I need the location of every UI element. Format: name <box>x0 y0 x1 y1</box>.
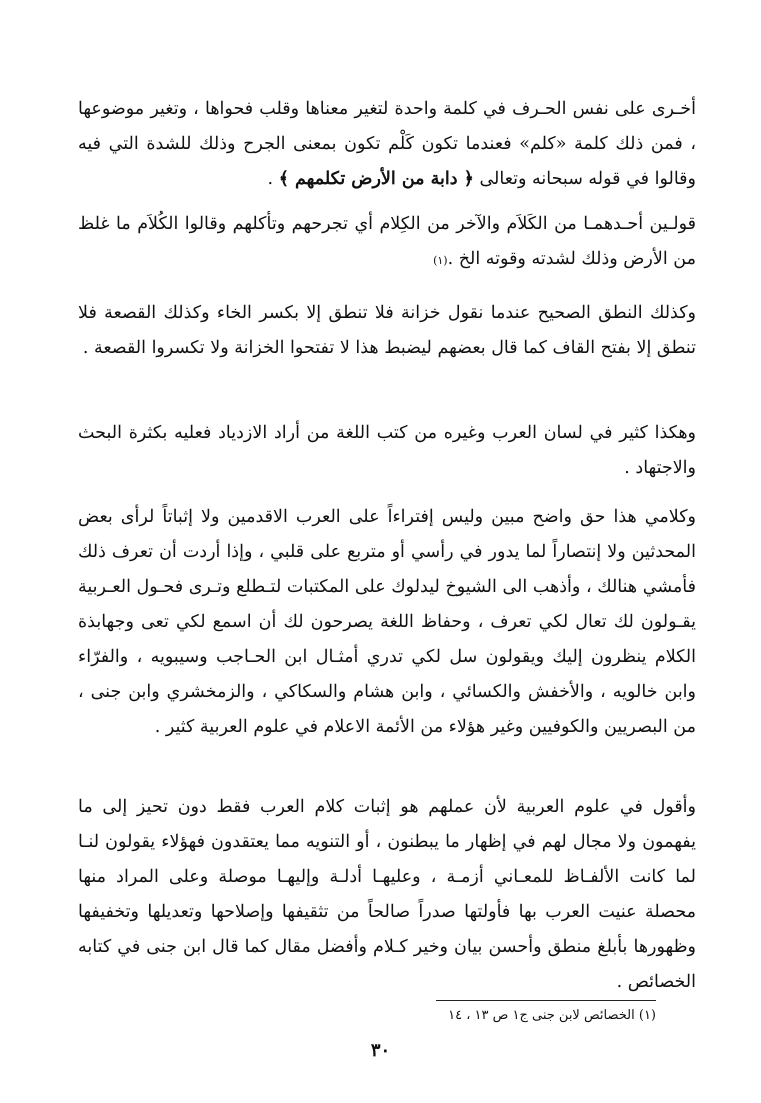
paragraph-2 <box>78 207 696 278</box>
footnote: (١) الخصائص لابن جنى ج١ ص ١٣ ، ١٤ <box>448 1008 656 1023</box>
paragraph-3: وكذلك النطق الصحيح عندما نقول خزانة فلا تنطق إلا بكسر الخاء وكذلك القصعة فلا تنطق إلا بفتح القاف كما قال بعضهم ليضبط هذا لا تفتحوا الخزانة ولا تكسروا القصعة . <box>78 303 696 358</box>
paragraph-1-tail: . <box>267 169 279 189</box>
paragraph-2-text: قولـين أحـدهمـا من الكَلاَم والآخر من الكِلام أي تجرحهم وتأكلهم وقالوا الكُلاَم ما غلظ من الأرض وذلك لشدته وقوته الخ . <box>78 214 696 269</box>
quran-quote: ﴿ دابة من الأرض تكلمهم ﴾ <box>278 169 474 189</box>
paragraph-1-text: أخـرى على نفس الحـرف في كلمة واحدة لتغير معناها وقلب فحواها ، وتغير موضوعها ، فمن ذلك كلمة «كلم» فعندما تكون كَلْم تكون بمعنى الجرح وذلك للشدة التي فيه وقالوا في قوله سبحانه وتعالى <box>78 99 696 189</box>
footnote-divider <box>436 1000 656 1001</box>
paragraph-6: وأقول في علوم العربية لأن عملهم هو إثبات كلام العرب فقط دون تحيز إلى ما يفهمون ولا مجال لهم في إظهار ما يبطنون ، أو التنويه مما يعتقدون فهؤلاء يقولون لنـا لما كانت الألفـاظ للمعـاني أزمـة ، وعليهـا أدلـة وإليهـا موصلة وعلى المراد منها محصلة عنيت العرب بها فأولتها صدراً صالحاً من تثقيفها وإصلاحها وتعديلها وتخفيفها وظهورها بأبلغ منطق وأحسن بيان وخير كـلام وأفضل مقال كما قال ابن جنى في كتابه الخصائص . <box>78 797 696 992</box>
paragraph-5: وكلامي هذا حق واضح مبين وليس إفتراءاً على العرب الاقدمين ولا إثباتاً لرأى بعض المحدثين ولا إنتصاراً لما يدور في رأسي أو متربع على قلبي ، وإذا أردت أن تعرف ذلك فأمشي هنالك ، وأذهب الى الشيوخ ليدلوك على المكتبات لتـطلع وتـرى فحـول العـربية يقـولون لك تعال لكي تعرف ، وحفاظ اللغة يصرحون لك أن اسمع لكي تعى وجهابذة الكلام ينظرون إليك ويقولون سل لكي تدري أمثـال ابن الحـاجب وسيبويه ، والفرّاء وابن خالويه ، والأخفش والكسائي ، وابن هشام والسكاكي ، والزمخشري وابن جنى ، من البصريين والكوفيين وغير هؤلاء من الأئمة الاعلام في علوم العربية كثير . <box>78 507 696 737</box>
footnote-reference: (١) <box>433 254 448 267</box>
paragraph-4: وهكذا كثير في لسان العرب وغيره من كتب اللغة من أراد الازدياد فعليه بكثرة البحث والاجتهاد . <box>78 423 696 478</box>
page-number: ٣٠ <box>370 1040 391 1061</box>
paragraph-1 <box>78 92 696 197</box>
